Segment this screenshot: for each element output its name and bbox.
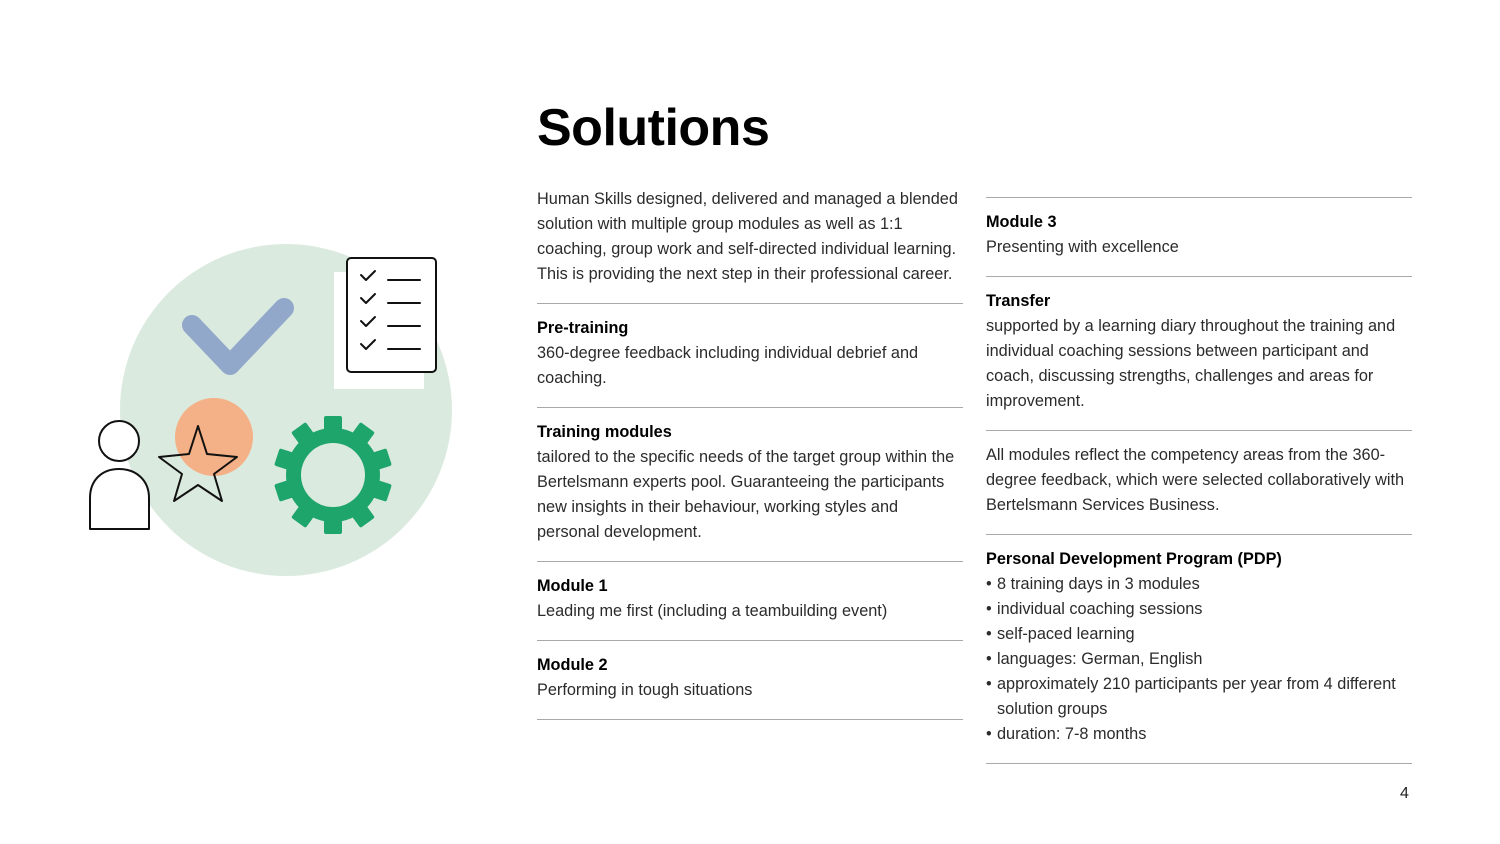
solutions-illustration (80, 240, 470, 590)
intro-section (537, 187, 963, 304)
page-title: Solutions (537, 99, 770, 157)
pdp-section (986, 535, 1412, 764)
checklist-icon (347, 258, 436, 372)
competency-section (986, 431, 1412, 535)
transfer-heading: Transfer (986, 292, 1051, 310)
module3-section (986, 197, 1412, 277)
training-modules-text: tailored to the specific needs of the target group within the Bertelsmann experts pool. Guaranteeing the participants new insights in their behaviour, working styles and personal development. (537, 448, 955, 541)
module1-text: Leading me first (including a teambuilding event) (537, 602, 888, 620)
list-item: • approximately 210 participants per year from 4 different solution groups (986, 672, 1412, 722)
pdp-list (986, 572, 1412, 747)
module1-heading: Module 1 (537, 577, 608, 595)
left-column (537, 187, 963, 720)
pre-training-section (537, 304, 963, 408)
transfer-text: supported by a learning diary throughout the training and individual coaching sessions between participant and coach, discussing strengths, challenges and areas for improvement. (986, 317, 1396, 410)
transfer-section (986, 277, 1412, 431)
list-item: • languages: German, English (986, 647, 1412, 672)
pdp-heading: Personal Development Program (PDP) (986, 550, 1282, 568)
orange-circle (175, 398, 253, 476)
module2-text: Performing in tough situations (537, 681, 753, 699)
pre-training-text: 360-degree feedback including individual debrief and coaching. (537, 344, 919, 387)
page-number: 4 (1400, 785, 1409, 802)
intro-text: Human Skills designed, delivered and managed a blended solution with multiple group modules as well as 1:1 coaching, group work and self-directed individual learning. This is providing the next step in their professional career. (537, 190, 958, 283)
pre-training-heading: Pre-training (537, 319, 629, 337)
module2-section (537, 641, 963, 720)
list-item: • self-paced learning (986, 622, 1412, 647)
module1-section (537, 562, 963, 641)
module3-text: Presenting with excellence (986, 238, 1179, 256)
module2-heading: Module 2 (537, 656, 608, 674)
right-column (986, 187, 1412, 764)
list-item: • 8 training days in 3 modules (986, 572, 1412, 597)
training-modules-section (537, 408, 963, 562)
top-spacer (986, 187, 1412, 197)
competency-text: All modules reflect the competency areas from the 360-degree feedback, which were selected collaboratively with Bertelsmann Services Business. (986, 446, 1405, 514)
list-item: • duration: 7-8 months (986, 722, 1412, 747)
module3-heading: Module 3 (986, 213, 1057, 231)
list-item: • individual coaching sessions (986, 597, 1412, 622)
training-modules-heading: Training modules (537, 423, 672, 441)
